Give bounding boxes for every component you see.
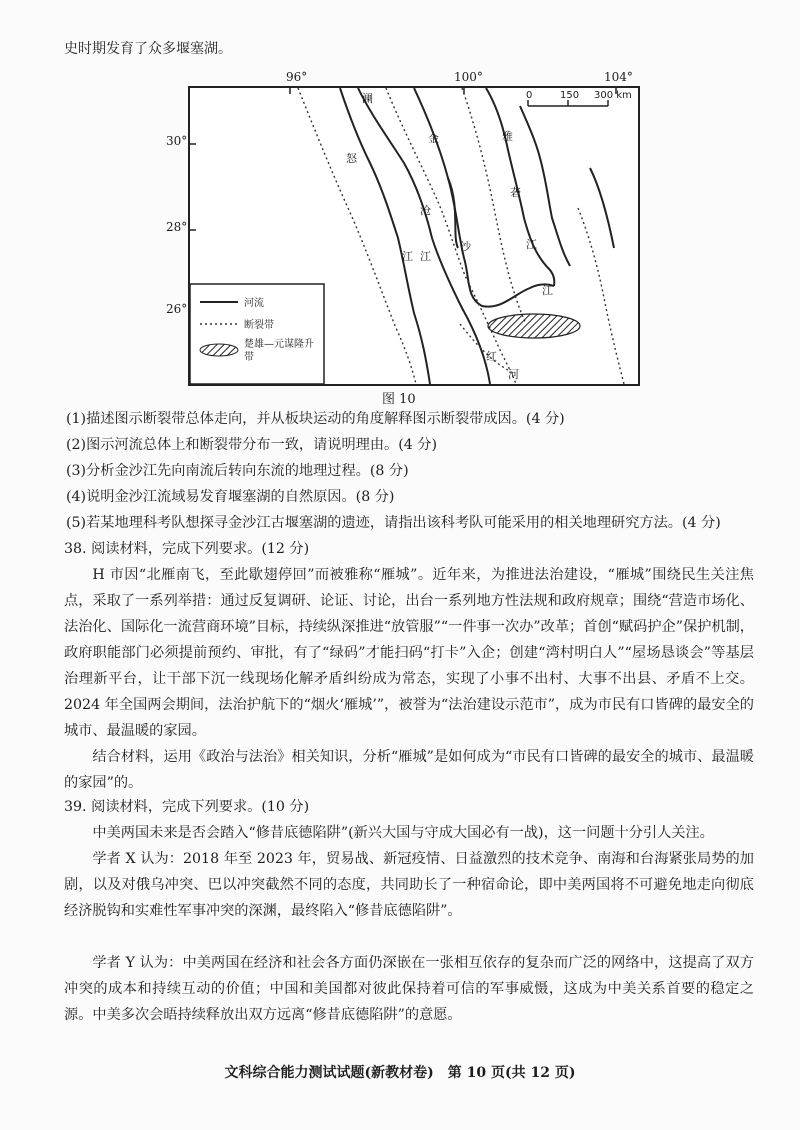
page-footer: 文科综合能力测试试题(新教材卷) 第 10 页(共 12 页) — [224, 1065, 576, 1081]
legend-river-label: 河流 — [244, 298, 264, 309]
q38-task: 结合材料，运用《政治与法治》相关知识，分析“雁城”是如何成为“市民有口皆碑的最安全的城市、最温暖的家园”的。 — [64, 749, 754, 791]
intro-tail-text: 史时期发育了众多堰塞湖。 — [64, 41, 232, 57]
faults — [298, 88, 624, 384]
lat-label-26: 26° — [166, 302, 188, 316]
q39-heading: 39. 阅读材料，完成下列要求。(10 分) — [64, 799, 310, 815]
question-5: (5)若某地理科考队想探寻金沙江古堰塞湖的遗迹，请指出该科考队可能采用的相关地理研究方法。(4 分) — [66, 515, 721, 531]
q39-scholar-y: 学者 Y 认为：中美两国在经济和社会各方面仍深嵌在一张相互依存的复杂而广泛的网络中，这提高了双方冲突的成本和持续互动的价值；中国和美国都对彼此保持着可信的军事威慑，这成为中美关系首要的稳定之源。中美多次会晤持续释放出双方远离“修昔底德陷阱”的意愿。 — [64, 955, 754, 1023]
label-jinsha-1: 金 — [428, 132, 439, 145]
q39-intro: 中美两国未来是否会踏入“修昔底德陷阱”(新兴大国与守成大国必有一战)，这一问题十分引人关注。 — [92, 825, 714, 841]
uplift-zone — [488, 314, 580, 338]
lat-label-30: 30° — [166, 134, 188, 148]
lon-label-96: 96° — [286, 70, 308, 84]
label-lancang-2: 沧 — [420, 204, 431, 217]
label-honghe-2: 河 — [508, 368, 519, 381]
q38-heading: 38. 阅读材料，完成下列要求。(12 分) — [64, 541, 310, 557]
scale-tick-300: 300 km — [594, 90, 632, 101]
lat-label-28: 28° — [166, 220, 188, 234]
label-honghe-1: 红 — [486, 350, 497, 363]
label-nu-2: 江 — [402, 250, 413, 263]
q38-material: H 市因“北雁南飞，至此歇翅停回”而被雅称“雁城”。近年来，为推进法治建设，“雁城”围绕民生关注焦点，采取了一系列举措：通过反复调研、论证、讨论，出台一系列地方性法规和政府规章；围绕“营造市场化、法治化、国际化一流营商环境”目标，持续纵深推进“放管服”“一件事一次办”改革；首创“赋码护企”保护机制，政府职能部门必须提前预约、审批，有了“绿码”才能扫码“打卡”入企；创建“湾村明白人”“屋场恳谈会”等基层治理新平台，让干部下沉一线现场化解矛盾纠纷成为常态，实现了小事不出村、大事不出县、矛盾不上交。2024 年全国两会期间，法治护航下的“烟火‘雁城’”，被誉为“法治建设示范市”，成为市民有口皆碑的最安全的城市、最温暖的家园。 — [64, 567, 754, 739]
label-nu-1: 怒 — [346, 152, 357, 165]
label-lancang-3: 江 — [420, 250, 431, 263]
legend-fault-label: 断裂带 — [244, 320, 274, 331]
label-yalong-1: 雅 — [502, 130, 513, 143]
legend-uplift-label: 楚雄—元谋隆升带 — [244, 339, 314, 363]
q39-scholar-x: 学者 X 认为：2018 年至 2023 年，贸易战、新冠疫情、日益激烈的技术竞争、南海和台海紧张局势的加剧，以及对俄乌冲突、巴以冲突截然不同的态度，共同助长了一种宿命论，即中美两国将不可避免地走向彻底经济脱钩和实难性军事冲突的深渊，最终陷入“修昔底德陷阱”。 — [64, 851, 754, 919]
label-jinsha-2: 沙 — [460, 240, 471, 253]
scale-tick-0: 0 — [526, 90, 533, 101]
question-3: (3)分析金沙江先向南流后转向东流的地理过程。(8 分) — [66, 463, 409, 479]
label-jinsha-3: 江 — [542, 284, 553, 297]
figure-caption: 图 10 — [382, 392, 416, 407]
minor-river — [590, 168, 614, 248]
question-1: (1)描述图示断裂带总体走向，并从板块运动的角度解释图示断裂带成因。(4 分) — [66, 411, 565, 427]
label-lancang-1: 澜 — [362, 92, 373, 105]
question-2: (2)图示河流总体上和断裂带分布一致，请说明理由。(4 分) — [66, 437, 438, 453]
label-yalong-3: 江 — [526, 238, 537, 251]
rivers — [340, 88, 614, 384]
lon-label-104: 104° — [604, 70, 633, 84]
label-yalong-2: 砻 — [510, 186, 521, 199]
jinsha-river — [414, 88, 554, 307]
question-4: (4)说明金沙江流域易发育堰塞湖的自然原因。(8 分) — [66, 489, 395, 505]
lancang-river — [358, 88, 490, 384]
legend-uplift-symbol — [200, 344, 238, 356]
scale-tick-150: 150 — [560, 90, 580, 101]
lon-label-100: 100° — [454, 70, 483, 84]
geology-map — [188, 86, 640, 386]
